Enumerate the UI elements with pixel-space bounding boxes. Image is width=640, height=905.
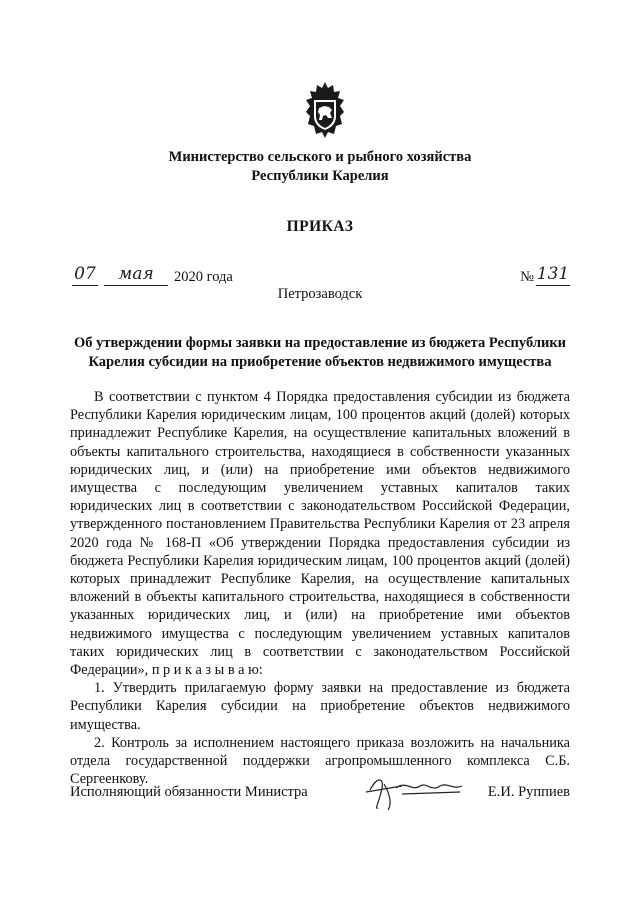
ministry-line-2: Республики Карелия — [251, 168, 389, 184]
number-prefix: № — [520, 269, 534, 285]
order-number — [520, 264, 570, 286]
date-year: 2020 года — [174, 269, 233, 285]
karelia-coat-of-arms-icon — [302, 80, 348, 140]
order-date — [72, 264, 233, 286]
body-item-1: 1. Утвердить прилагаемую форму заявки на предоставление из бюджета Республики Карелия субсидии на приобретение объектов недвижимого имущества. — [70, 680, 570, 733]
subject-line-2: Карелия субсидии на приобретение объектов недвижимого имущества — [88, 354, 552, 370]
date-day: 07 — [72, 264, 98, 286]
body-item-2: 2. Контроль за исполнением настоящего приказа возложить на начальника отдела государственной поддержки агропромышленного комплекса С.Б. Сергеенкову. — [70, 734, 570, 788]
date-month: мая — [104, 264, 168, 286]
signatory-title: Исполняющий обязанности Министра — [70, 784, 308, 800]
ministry-name — [0, 148, 640, 186]
subject-line-1: Об утверждении формы заявки на предоставление из бюджета Республики — [73, 335, 567, 351]
number-value: 131 — [536, 264, 570, 284]
ministry-line-1: Министерство сельского и рыбного хозяйства — [168, 149, 472, 165]
city-name: Петрозаводск — [277, 286, 363, 302]
order-subject — [70, 334, 570, 372]
document-type-title: ПРИКАЗ — [286, 218, 354, 235]
body-intro-paragraph: В соответствии с пунктом 4 Порядка предоставления субсидии из бюджета Республики Карелия юридическим лицам, 100 процентов акций (долей) которых принадлежит Республике Карелия, на осуществление капитальных вложений в объекты капитального строительства, находящиеся в собственности указанных юридических лиц, и (или) на приобретение ими объектов недвижимого имущества с последующим увеличением уставных капиталов таких юридических лиц в соответствии с законодательством Российской Федерации, утвержденного постановлением Правительства Республики Карелия от 23 апреля 2020 года № 168-П «Об утверждении Порядка предоставления субсидии из бюджета Республики Карелия юридическим лицам, 100 процентов акций (долей) которых принадлежит Республике Карелия, на осуществление капитальных вложений в объекты капитального строительства, находящиеся в собственности указанных юридических лиц, и (или) на приобретение ими объектов недвижимого имущества с последующим увеличением уставных капиталов таких юридических лиц в соответствии с законодательством Российской Федерации», п р и к а з ы в а ю: — [70, 389, 570, 679]
signatory-name: Е.И. Руппиев — [487, 784, 570, 800]
handwritten-signature — [362, 770, 472, 812]
order-body — [70, 388, 570, 788]
